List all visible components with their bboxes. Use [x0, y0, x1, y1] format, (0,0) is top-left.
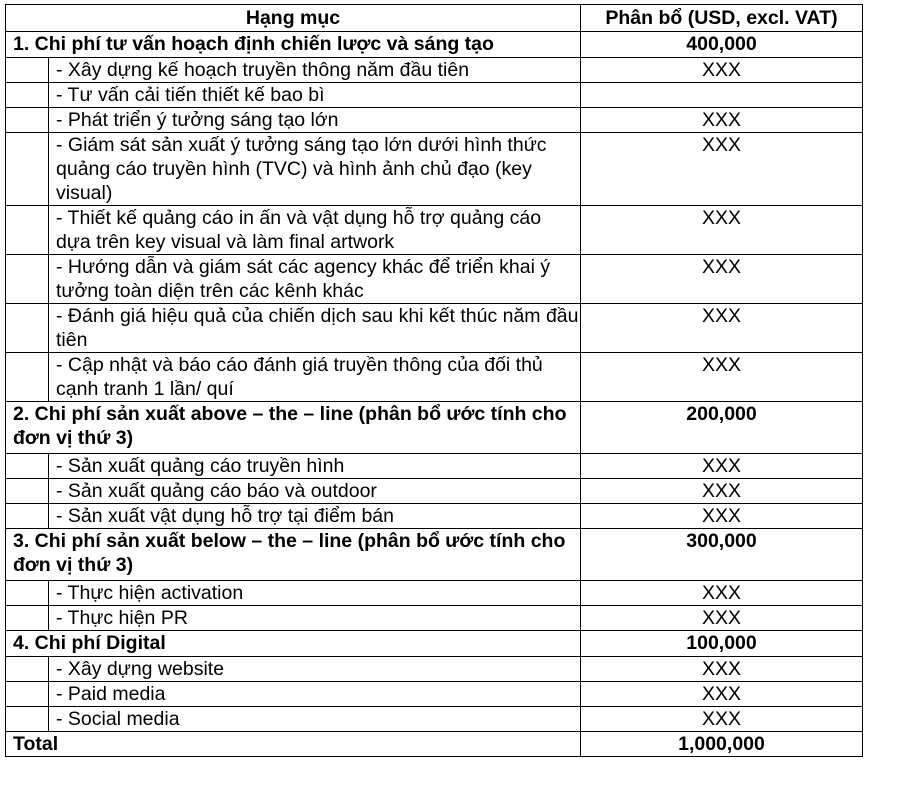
line-item-label: - Phát triển ý tưởng sáng tạo lớn [49, 108, 581, 133]
category-amount: 300,000 [581, 529, 863, 581]
line-item-label: - Paid media [49, 682, 581, 707]
category-row [6, 529, 863, 581]
indent-cell [6, 133, 49, 206]
line-item-value: XXX [581, 581, 863, 606]
line-item-label: - Giám sát sản xuất ý tưởng sáng tạo lớn dưới hình thức quảng cáo truyền hình (TVC) và hình ảnh chủ đạo (key visual) [49, 133, 581, 206]
indent-cell [6, 581, 49, 606]
line-item-label: - Sản xuất quảng cáo truyền hình [49, 454, 581, 479]
line-item-value: XXX [581, 353, 863, 402]
line-item-value: XXX [581, 504, 863, 529]
line-item-row [6, 581, 863, 606]
table-body [6, 32, 863, 757]
indent-cell [6, 606, 49, 631]
line-item-label: - Sản xuất vật dụng hỗ trợ tại điểm bán [49, 504, 581, 529]
line-item-value: XXX [581, 657, 863, 682]
budget-table [5, 4, 863, 757]
line-item-value: XXX [581, 255, 863, 304]
category-title: 1. Chi phí tư vấn hoạch định chiến lược và sáng tạo [6, 32, 581, 58]
total-row [6, 732, 863, 757]
line-item-value: XXX [581, 108, 863, 133]
line-item-value: XXX [581, 206, 863, 255]
line-item-value: XXX [581, 682, 863, 707]
line-item-value: XXX [581, 454, 863, 479]
line-item-row [6, 606, 863, 631]
category-title: 2. Chi phí sản xuất above – the – line (phân bổ ước tính cho đơn vị thứ 3) [6, 402, 581, 454]
indent-cell [6, 83, 49, 108]
indent-cell [6, 58, 49, 83]
indent-cell [6, 353, 49, 402]
line-item-row [6, 304, 863, 353]
line-item-row [6, 504, 863, 529]
indent-cell [6, 206, 49, 255]
line-item-value: XXX [581, 606, 863, 631]
indent-cell [6, 479, 49, 504]
total-label: Total [6, 732, 581, 757]
indent-cell [6, 304, 49, 353]
indent-cell [6, 707, 49, 732]
line-item-label: - Thực hiện activation [49, 581, 581, 606]
line-item-row [6, 108, 863, 133]
line-item-label: - Xây dựng kế hoạch truyền thông năm đầu tiên [49, 58, 581, 83]
line-item-label: - Cập nhật và báo cáo đánh giá truyền thông của đối thủ cạnh tranh 1 lần/ quí [49, 353, 581, 402]
line-item-row [6, 83, 863, 108]
category-row [6, 32, 863, 58]
line-item-value: XXX [581, 58, 863, 83]
line-item-value: XXX [581, 479, 863, 504]
category-title: 4. Chi phí Digital [6, 631, 581, 657]
line-item-row [6, 682, 863, 707]
line-item-value: XXX [581, 133, 863, 206]
line-item-row [6, 206, 863, 255]
line-item-row [6, 58, 863, 83]
category-row [6, 631, 863, 657]
category-amount: 200,000 [581, 402, 863, 454]
indent-cell [6, 255, 49, 304]
line-item-row [6, 255, 863, 304]
indent-cell [6, 454, 49, 479]
line-item-label: - Thực hiện PR [49, 606, 581, 631]
header-row [6, 5, 863, 32]
indent-cell [6, 108, 49, 133]
line-item-label: - Xây dựng website [49, 657, 581, 682]
line-item-row [6, 353, 863, 402]
indent-cell [6, 682, 49, 707]
line-item-row [6, 479, 863, 504]
line-item-label: - Social media [49, 707, 581, 732]
line-item-label: - Hướng dẫn và giám sát các agency khác để triển khai ý tưởng toàn diện trên các kênh khác [49, 255, 581, 304]
category-amount: 400,000 [581, 32, 863, 58]
total-amount: 1,000,000 [581, 732, 863, 757]
indent-cell [6, 657, 49, 682]
line-item-row [6, 707, 863, 732]
line-item-value: XXX [581, 304, 863, 353]
line-item-label: - Đánh giá hiệu quả của chiến dịch sau khi kết thúc năm đầu tiên [49, 304, 581, 353]
category-row [6, 402, 863, 454]
line-item-row [6, 454, 863, 479]
indent-cell [6, 504, 49, 529]
line-item-value [581, 83, 863, 108]
line-item-row [6, 657, 863, 682]
line-item-label: - Thiết kế quảng cáo in ấn và vật dụng hỗ trợ quảng cáo dựa trên key visual và làm final artwork [49, 206, 581, 255]
header-allocation: Phân bổ (USD, excl. VAT) [581, 5, 863, 32]
header-item: Hạng mục [6, 5, 581, 32]
line-item-row [6, 133, 863, 206]
line-item-value: XXX [581, 707, 863, 732]
line-item-label: - Tư vấn cải tiến thiết kế bao bì [49, 83, 581, 108]
category-amount: 100,000 [581, 631, 863, 657]
category-title: 3. Chi phí sản xuất below – the – line (phân bổ ước tính cho đơn vị thứ 3) [6, 529, 581, 581]
line-item-label: - Sản xuất quảng cáo báo và outdoor [49, 479, 581, 504]
